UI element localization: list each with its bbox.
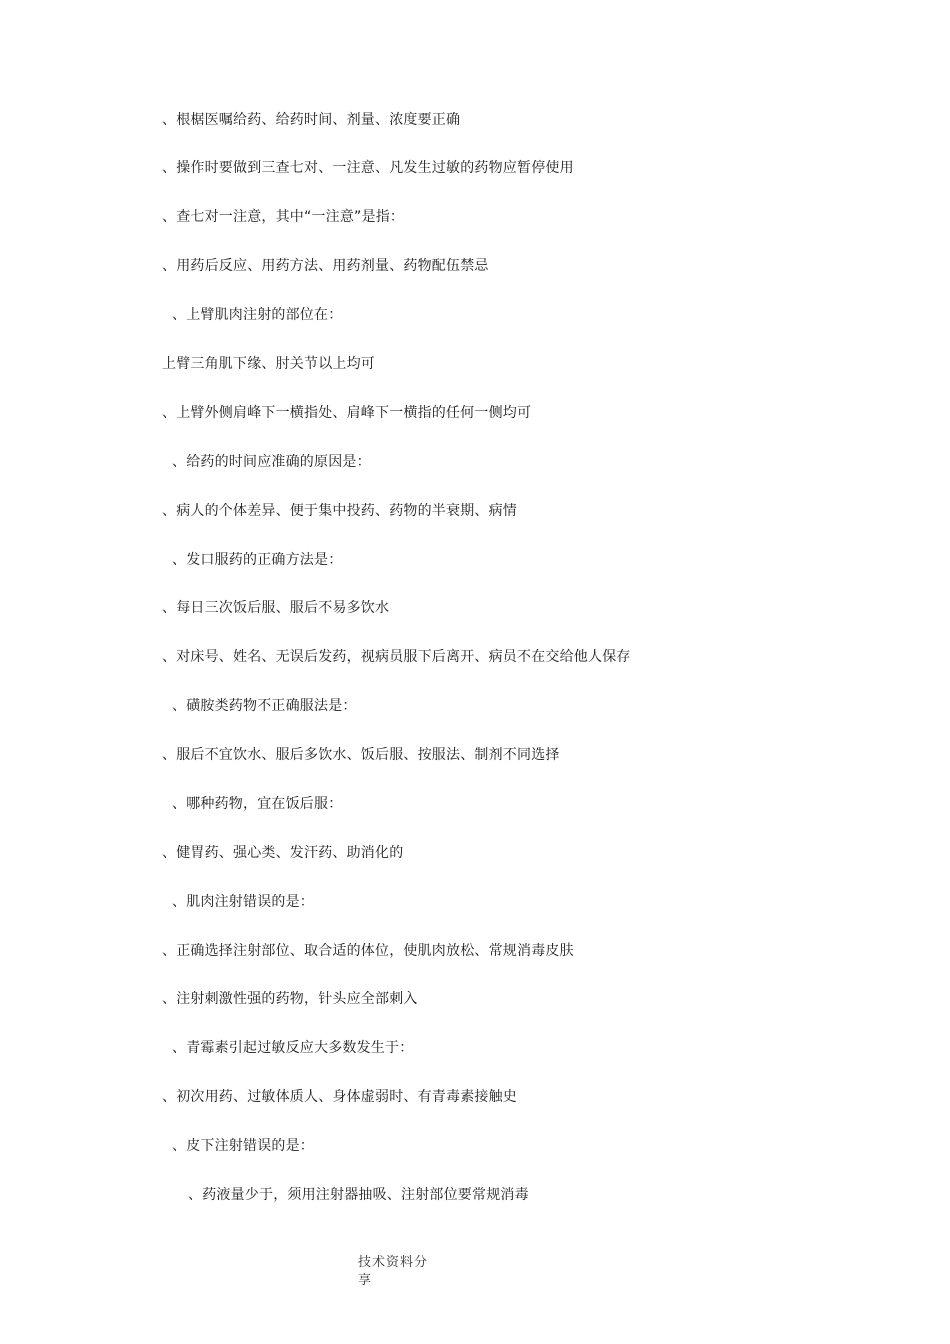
text-line: 、注射刺激性强的药物，针头应全部刺入 — [162, 991, 418, 1007]
text-line: 、健胃药、强心类、发汗药、助消化的 — [162, 845, 404, 861]
text-line: 、对床号、姓名、无误后发药，视病员服下后离开、病员不在交给他人保存 — [162, 649, 631, 665]
question-line: 、哪种药物，宜在饭后服： — [172, 796, 343, 812]
text-line: 、根椐医嘱给药、给药时间、剂量、浓度要正确 — [162, 112, 461, 128]
question-line: 、上臂肌肉注射的部位在： — [172, 307, 343, 323]
question-line: 、皮下注射错误的是： — [172, 1138, 314, 1154]
question-line: 、磺胺类药物不正确服法是： — [172, 698, 357, 714]
text-line: 、正确选择注射部位、取合适的体位，使肌肉放松、常规消毒皮肤 — [162, 943, 574, 959]
page-footer — [358, 1254, 438, 1290]
text-line: 、服后不宜饮水、服后多饮水、饭后服、按服法、制剂不同选择 — [162, 747, 560, 763]
text-line: 、药液量少于，须用注射器抽吸、注射部位要常规消毒 — [188, 1187, 529, 1203]
question-line: 、给药的时间应准确的原因是： — [172, 454, 371, 470]
text-line: 、初次用药、过敏体质人、身体虚弱时、有青毒素接触史 — [162, 1089, 517, 1105]
question-line: 、发口服药的正确方法是： — [172, 552, 343, 568]
footer-line-1: 技术资料分 — [358, 1255, 429, 1270]
text-line: 、每日三次饭后服、服后不易多饮水 — [162, 600, 390, 616]
text-line: 、病人的个体差异、便于集中投药、药物的半衰期、病情 — [162, 503, 517, 519]
question-line: 、青霉素引起过敏反应大多数发生于： — [172, 1040, 414, 1056]
text-line: 、查七对一注意，其中“一注意”是指： — [162, 209, 405, 225]
text-line: 上臂三角肌下缘、肘关节以上均可 — [162, 356, 375, 372]
text-line: 、操作时要做到三查七对、一注意、凡发生过敏的药物应暂停使用 — [162, 160, 574, 176]
text-line: 、用药后反应、用药方法、用药剂量、药物配伍禁忌 — [162, 258, 489, 274]
text-line: 、上臂外侧肩峰下一横指处、肩峰下一横指的任何一侧均可 — [162, 405, 532, 421]
footer-line-2: 享 — [358, 1273, 373, 1288]
question-line: 、肌肉注射错误的是： — [172, 894, 314, 910]
